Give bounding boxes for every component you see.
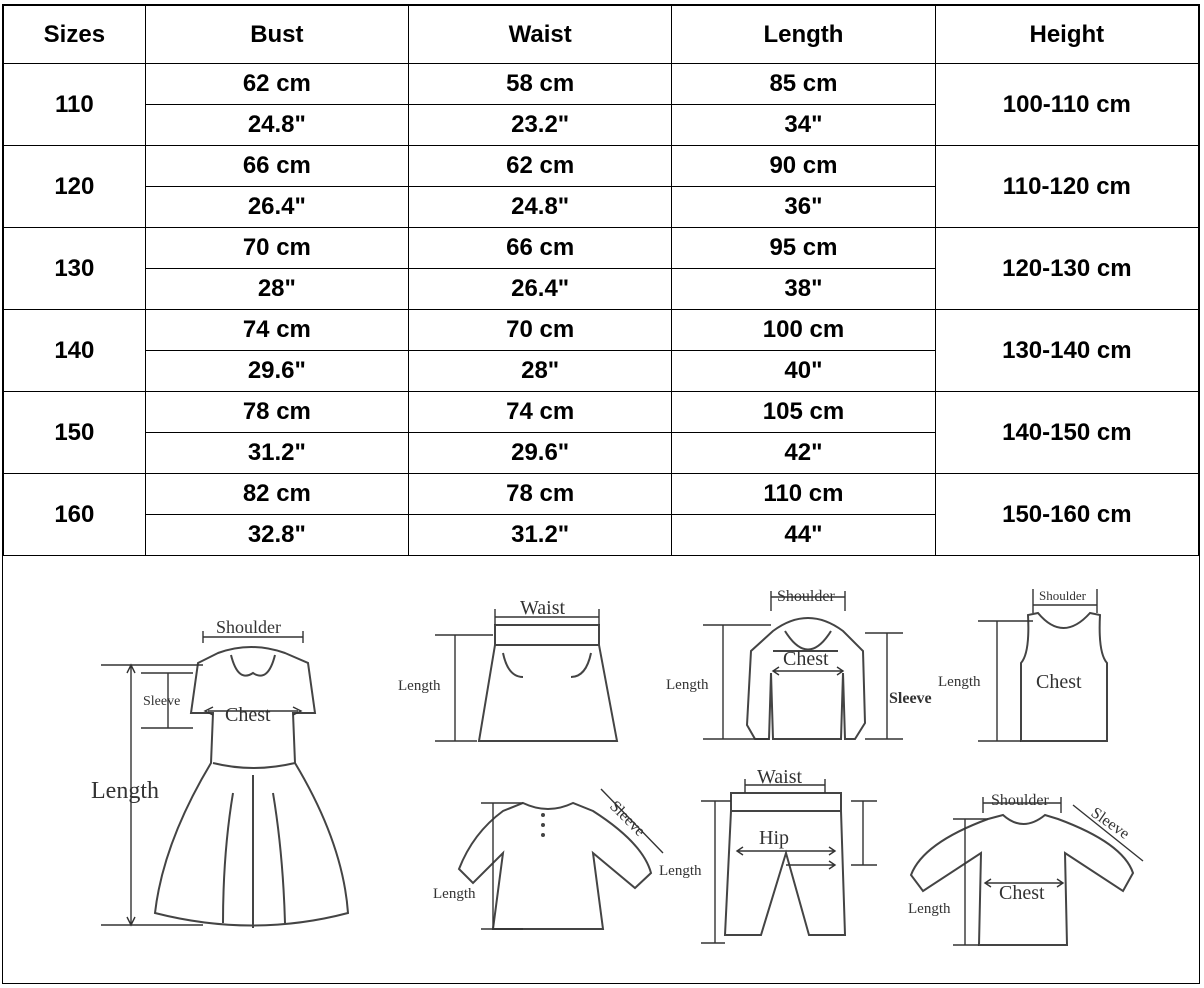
header-height: Height	[935, 6, 1198, 64]
size-cell: 110	[4, 64, 146, 146]
waist-in-cell: 28"	[409, 351, 672, 392]
header-length: Length	[672, 6, 935, 64]
dress-shoulder-label: Shoulder	[216, 617, 281, 637]
length-in-cell: 38"	[672, 269, 935, 310]
size-cell: 140	[4, 310, 146, 392]
waist-in-cell: 23.2"	[409, 105, 672, 146]
table-row	[4, 146, 1199, 187]
bust-in-cell: 26.4"	[145, 187, 408, 228]
table-row	[4, 474, 1199, 515]
size-table	[3, 5, 1199, 556]
dress-chest-label: Chest	[225, 704, 271, 726]
measurement-diagram	[3, 553, 1199, 983]
size-chart	[2, 4, 1200, 984]
tee-length-label: Length	[908, 901, 951, 917]
skirt-illustration	[398, 597, 617, 741]
waist-in-cell: 26.4"	[409, 269, 672, 310]
size-cell: 130	[4, 228, 146, 310]
table-row	[4, 310, 1199, 351]
length-in-cell: 36"	[672, 187, 935, 228]
bust-cm-cell: 74 cm	[145, 310, 408, 351]
length-cm-cell: 110 cm	[672, 474, 935, 515]
length-in-cell: 44"	[672, 515, 935, 556]
dress-illustration	[91, 617, 348, 928]
waist-cm-cell: 62 cm	[409, 146, 672, 187]
dress-sleeve-label: Sleeve	[143, 694, 181, 709]
tank-chest-label: Chest	[1036, 671, 1082, 693]
size-cell: 150	[4, 392, 146, 474]
hoodie-sleeve-label: Sleeve	[889, 690, 932, 707]
skirt-waist-label: Waist	[520, 597, 566, 619]
blouse-illustration	[433, 789, 663, 929]
bust-cm-cell: 62 cm	[145, 64, 408, 105]
tee-sleeve-label: Sleeve	[1087, 804, 1133, 843]
waist-cm-cell: 58 cm	[409, 64, 672, 105]
pants-illustration	[659, 766, 877, 943]
pants-hip-label: Hip	[759, 827, 789, 849]
waist-cm-cell: 78 cm	[409, 474, 672, 515]
waist-cm-cell: 74 cm	[409, 392, 672, 433]
hoodie-length-label: Length	[666, 677, 709, 693]
dress-length-label: Length	[91, 778, 159, 804]
length-cm-cell: 105 cm	[672, 392, 935, 433]
waist-cm-cell: 70 cm	[409, 310, 672, 351]
bust-in-cell: 28"	[145, 269, 408, 310]
length-cm-cell: 100 cm	[672, 310, 935, 351]
length-in-cell: 34"	[672, 105, 935, 146]
skirt-length-label: Length	[398, 678, 441, 694]
tank-shoulder-label: Shoulder	[1039, 588, 1086, 603]
hoodie-chest-label: Chest	[783, 648, 829, 670]
waist-in-cell: 29.6"	[409, 433, 672, 474]
tee-illustration	[908, 792, 1143, 945]
tank-length-label: Length	[938, 674, 981, 690]
tee-chest-label: Chest	[999, 882, 1045, 904]
header-bust: Bust	[145, 6, 408, 64]
hoodie-shoulder-label: Shoulder	[777, 588, 835, 605]
blouse-sleeve-label: Sleeve	[606, 797, 649, 840]
table-row	[4, 228, 1199, 269]
length-in-cell: 42"	[672, 433, 935, 474]
blouse-length-label: Length	[433, 886, 476, 902]
waist-in-cell: 24.8"	[409, 187, 672, 228]
length-in-cell: 40"	[672, 351, 935, 392]
hoodie-illustration	[666, 588, 932, 739]
bust-cm-cell: 70 cm	[145, 228, 408, 269]
bust-in-cell: 24.8"	[145, 105, 408, 146]
table-row	[4, 64, 1199, 105]
waist-in-cell: 31.2"	[409, 515, 672, 556]
height-cell: 140-150 cm	[935, 392, 1198, 474]
height-cell: 130-140 cm	[935, 310, 1198, 392]
bust-cm-cell: 78 cm	[145, 392, 408, 433]
size-cell: 120	[4, 146, 146, 228]
bust-in-cell: 31.2"	[145, 433, 408, 474]
height-cell: 110-120 cm	[935, 146, 1198, 228]
table-header-row	[4, 6, 1199, 64]
tank-illustration	[938, 588, 1107, 741]
length-cm-cell: 90 cm	[672, 146, 935, 187]
waist-cm-cell: 66 cm	[409, 228, 672, 269]
length-cm-cell: 95 cm	[672, 228, 935, 269]
header-sizes: Sizes	[4, 6, 146, 64]
bust-cm-cell: 66 cm	[145, 146, 408, 187]
height-cell: 100-110 cm	[935, 64, 1198, 146]
bust-in-cell: 29.6"	[145, 351, 408, 392]
bust-cm-cell: 82 cm	[145, 474, 408, 515]
pants-length-label: Length	[659, 863, 702, 879]
height-cell: 150-160 cm	[935, 474, 1198, 556]
size-cell: 160	[4, 474, 146, 556]
header-waist: Waist	[409, 6, 672, 64]
tee-shoulder-label: Shoulder	[991, 792, 1049, 809]
bust-in-cell: 32.8"	[145, 515, 408, 556]
height-cell: 120-130 cm	[935, 228, 1198, 310]
table-row	[4, 392, 1199, 433]
pants-waist-label: Waist	[757, 766, 803, 788]
length-cm-cell: 85 cm	[672, 64, 935, 105]
